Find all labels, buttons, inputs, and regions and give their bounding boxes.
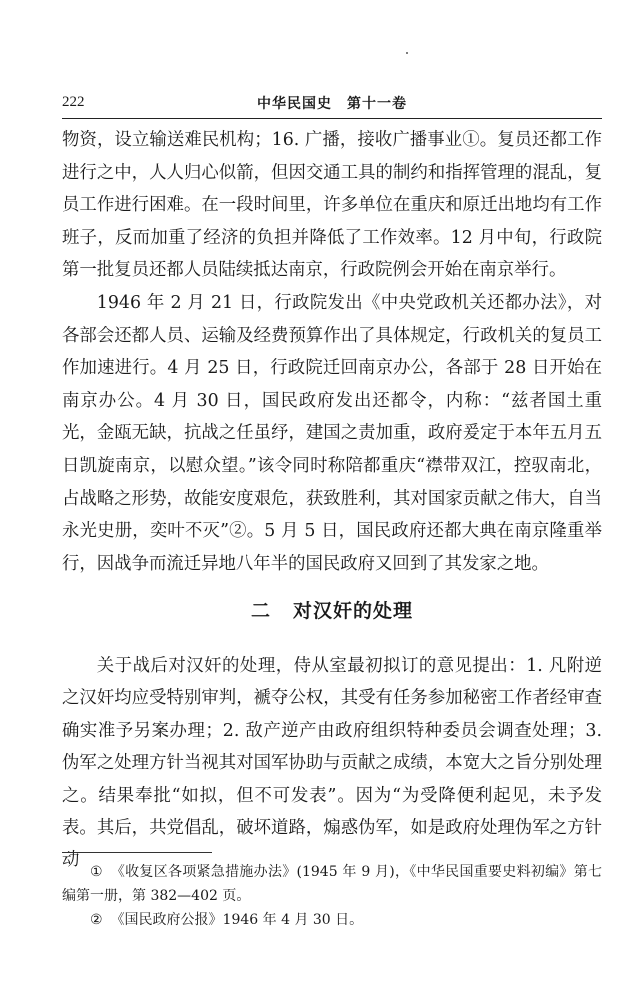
page-number: 222 bbox=[62, 94, 85, 110]
section-heading bbox=[62, 596, 602, 623]
page-header bbox=[62, 92, 602, 116]
footnote-text: 《国民政府公报》1946 年 4 月 30 日。 bbox=[110, 912, 364, 928]
footnote-mark: ② bbox=[90, 912, 103, 928]
footnotes bbox=[62, 860, 602, 932]
scan-speck bbox=[406, 52, 408, 54]
footnote-text: 《收复区各项紧急措施办法》(1945 年 9 月)，《中华民国重要史料初编》第七编第一册，第 382—402 页。 bbox=[62, 864, 602, 904]
running-title: 中华民国史 第十一卷 bbox=[257, 96, 407, 112]
paragraph: 关于战后对汉奸的处理，侍从室最初拟订的意见提出：1. 凡附逆之汉奸均应受特别审判，褫夺公权，其受有任务参加秘密工作者经审查确实准予另案办理；2. 敌产逆产由政府组织特种委员会调查处理；3. 伪军之处理方针当视其对国军协助与贡献之成绩，本宽大之旨分别处理之。结果奉批“如拟，但不可发表”。因为“为受降便利起见，未予发表。其后，共党倡乱，破坏道路，煽惑伪军，如是政府处理伪军之方针动 bbox=[62, 656, 602, 871]
footnote-2 bbox=[62, 908, 602, 932]
paragraph: 1946 年 2 月 21 日，行政院发出《中央党政机关还都办法》，对各部会还都人员、运输及经费预算作出了具体规定，行政机关的复员工作加速进行。4 月 25 日，行政院迁回南京办公，各部于 28 日开始在南京办公。4 月 30 日，国民政府发出还都令，内称：“兹者国土重光，金瓯无缺，抗战之任虽纾，建国之责加重，政府爰定于本年五月五日凯旋南京，以慰众望。”该令同时称陪都重庆“襟带双江，控驭南北，占战略之形势，故能安度艰危，获致胜利，其对国家贡献之伟大，自当永光史册，奕叶不灭”②。5 月 5 日，国民政府还都大典在南京隆重举行，因战争而流迁异地八年半的国民政府又回到了其发家之地。 bbox=[62, 292, 602, 574]
paragraph: 物资，设立输送难民机构；16. 广播，接收广播事业①。复员还都工作进行之中，人人归心似箭，但因交通工具的制约和指挥管理的混乱，复员工作进行困难。在一段时间里，许多单位在重庆和原迁出地均有工作班子，反而加重了经济的负担并降低了工作效率。12 月中旬，行政院第一批复员还都人员陆续抵达南京，行政院例会开始在南京举行。 bbox=[62, 130, 602, 281]
section-heading-number: 二 bbox=[250, 600, 271, 622]
section-heading-title: 对汉奸的处理 bbox=[293, 600, 414, 622]
body-text-bottom bbox=[62, 650, 602, 877]
footnote-rule bbox=[62, 852, 212, 853]
header-rule bbox=[62, 118, 602, 119]
body-text-top bbox=[62, 124, 602, 580]
footnote-1 bbox=[62, 860, 602, 908]
footnote-mark: ① bbox=[90, 864, 103, 880]
